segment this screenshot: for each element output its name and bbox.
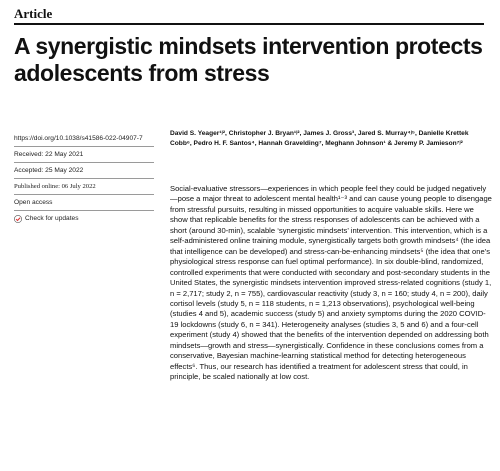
published-date: Published online: 06 July 2022 <box>14 179 154 195</box>
article-metadata <box>14 131 154 226</box>
abstract: Social-evaluative stressors—experiences in which people feel they could be judged negatively—pose a major threat to adolescent mental health¹⁻³ and can cause young people to disengage from stressful pursuits, resulting in missed opportunities to acquire valuable skills. Here we show that replicable benefits for the stress responses of adolescents can be achieved with a short (around 30-min), scalable ‘synergistic mindsets’ intervention. This intervention, which is a self-administered online training module, synergistically targets both growth mindsets⁴ (the idea that intelligence can be developed) and stress-can-be-enhancing mindsets⁵ (the idea that one’s physiological stress response can fuel optimal performance). In six double-blind, randomized, controlled experiments that were conducted with secondary and post-secondary students in the United States, the synergistic mindsets intervention improved stress-related cognitions (study 1, n = 2,717; study 2, n = 755), cardiovascular reactivity (study 3, n = 160; study 4, n = 200), daily cortisol levels (study 5, n = 118 students, n = 1,213 observations), psychological well-being (studies 4 and 5), academic success (study 5) and anxiety symptoms during the 2020 COVID-19 lockdowns (study 6, n = 341). Heterogeneity analyses (studies 3, 5 and 6) and a four-cell experiment (study 4) showed that the benefits of the intervention depended on addressing both mindsets—growth and stress—synergistically. Confidence in these conclusions comes from a conservative, Bayesian machine-learning statistical method for detecting heterogeneous effects⁶. Thus, our research has identified a treatment for adolescent stress that could, in principle, be scaled nationally at low cost. <box>170 184 492 382</box>
check-for-updates-label: Check for updates <box>25 215 79 222</box>
author-list: David S. Yeager¹ʲ², Christopher J. Bryan¹ʲ², James J. Gross³, Jared S. Murray⁴ʲ⁵, Danielle Krettek Cobb⁶, Pedro H. F. Santos⁴, Hannah Gravelding⁷, Meghann Johnson¹ & Jeremy P. Jamieson⁷ʲ² <box>170 130 469 147</box>
section-label: Article <box>14 6 53 21</box>
top-rule <box>14 23 484 25</box>
check-for-updates-icon <box>14 215 22 223</box>
doi-link[interactable]: https://doi.org/10.1038/s41586-022-04907-7 <box>14 131 154 147</box>
accepted-date: Accepted: 25 May 2022 <box>14 163 154 179</box>
open-access-label[interactable]: Open access <box>14 195 154 211</box>
check-for-updates-button[interactable] <box>14 211 154 226</box>
article-title: A synergistic mindsets intervention protects adolescents from stress <box>14 33 483 86</box>
received-date: Received: 22 May 2021 <box>14 147 154 163</box>
